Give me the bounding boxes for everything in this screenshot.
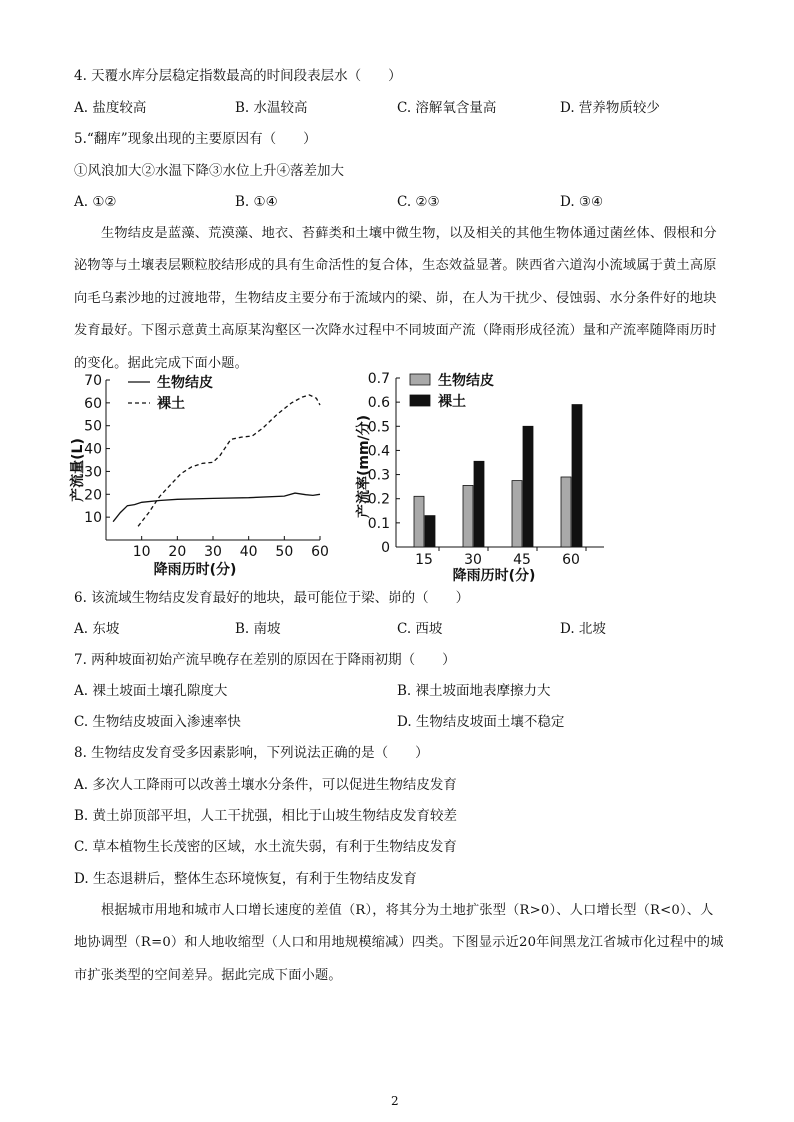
y-axis-title: 产流量(L) [70,438,86,502]
y-tick-label-0.2: 0.2 [367,491,390,508]
q7-option-b: B. 裸土坡面地表摩擦力大 [397,683,551,699]
passage-biocrust-text: 生物结皮是蓝藻、荒漠藻、地衣、苔藓类和土壤中微生物，以及相关的其他生物体通过菌丝体、假根和分泌物等与土壤表层颗粒胶结形成的具有生命活性的复合体，生态效益显著。陕西省六道沟小流域属于黄土高原向毛乌素沙地的过渡地带，生物结皮主要分布于流域内的梁、峁，在人为干扰少、侵蚀弱、水分条件好的地块发育最好。下图示意黄土高原某沟壑区一次降水过程中不同坡面产流（降雨形成径流）量和产流率随降雨历时的变化。据此完成下面小题。 [74,226,717,371]
x-tick-label-10: 10 [132,544,151,560]
x-tick-label-15: 15 [415,552,433,568]
q4-option-c: C. 溶解氧含量高 [397,100,497,116]
q5-option-a: A. ①② [74,194,117,210]
x-tick-label-50: 50 [275,544,294,560]
y-tick-label-60: 60 [84,395,102,412]
y-tick-label-0.3: 0.3 [367,467,390,484]
series-line-bare-soil [138,395,320,526]
q4-option-d: D. 营养物质较少 [560,100,660,116]
y-tick-label-0.7: 0.7 [367,371,390,387]
q8-stem: 8. 生物结皮发育受多因素影响，下列说法正确的是（ ） [74,745,429,761]
legend-swatch-0 [410,374,430,385]
bar-bare-soil-15 [425,516,435,547]
q8-option-d: D. 生态退耕后，整体生态环境恢复，有利于生物结皮发育 [74,871,417,887]
q8-option-b: B. 黄土峁顶部平坦，人工干扰强，相比于山坡生物结皮发育较差 [74,808,458,824]
bar-biocrust-45 [512,481,522,547]
passage-urban-expansion [74,895,724,992]
y-tick-label-70: 70 [84,373,102,389]
y-tick-label-50: 50 [84,418,102,435]
x-axis-title: 降雨历时(分) [452,568,536,584]
x-tick-label-20: 20 [168,544,187,560]
legend-label-1: 裸土 [438,394,466,410]
x-tick-label-60: 60 [311,544,329,560]
runoff-rate-bar-chart [348,366,610,585]
passage-urban-expansion-text: 根据城市用地和城市人口增长速度的差值（R），将其分为土地扩张型（R>0）、人口增长型（R<0）、人地协调型（R=0）和人地收缩型（人口和用地规模缩减）四类。下图显示近20年间黑龙江省城市化过程中的城市扩张类型的空间差异。据此完成下面小题。 [74,903,724,983]
q7-stem: 7. 两种坡面初始产流早晚存在差别的原因在于降雨初期（ ） [74,652,456,668]
passage-biocrust [74,218,724,380]
x-tick-label-60: 60 [562,552,580,568]
bar-biocrust-60 [561,477,571,547]
y-tick-label-0.1: 0.1 [367,515,390,532]
y-tick-label-10: 10 [84,510,102,527]
q4-stem: 4. 天覆水库分层稳定指数最高的时间段表层水（ ） [74,68,402,84]
y-tick-label-0.4: 0.4 [367,443,390,460]
y-tick-label-40: 40 [84,441,102,458]
q7-option-d: D. 生物结皮坡面土壤不稳定 [397,714,565,730]
bar-bare-soil-45 [523,426,533,547]
q6-option-a: A. 东坡 [74,621,120,637]
q6-option-b: B. 南坡 [235,621,281,637]
x-tick-label-30: 30 [464,552,482,568]
legend-label-1: 裸土 [157,396,185,412]
bar-bare-soil-30 [474,461,484,547]
q5-items: ①风浪加大②水温下降③水位上升④落差加大 [74,163,344,179]
y-tick-label-20: 20 [84,487,102,504]
q8-option-c: C. 草本植物生长茂密的区域，水土流失弱，有利于生物结皮发育 [74,839,457,855]
q5-option-b: B. ①④ [235,194,278,210]
x-axis-title: 降雨历时(分) [153,562,237,578]
series-line-biocrust [113,493,320,522]
y-tick-label-0.5: 0.5 [367,419,390,436]
q5-stem: 5.“翻库”现象出现的主要原因有（ ） [74,131,317,147]
q4-option-a: A. 盐度较高 [74,100,147,116]
bar-bare-soil-60 [572,405,582,547]
bar-biocrust-15 [414,496,424,547]
q6-option-c: C. 西坡 [397,621,443,637]
x-tick-label-40: 40 [239,544,258,560]
legend-label-0: 生物结皮 [157,375,213,391]
runoff-volume-line-chart [62,370,337,585]
y-axis-title: 产流率(mm/分) [356,414,372,519]
q4-option-b: B. 水温较高 [235,100,308,116]
legend-swatch-1 [410,395,430,406]
y-tick-label-30: 30 [84,464,102,481]
q6-option-d: D. 北坡 [560,621,606,637]
x-tick-label-30: 30 [204,544,222,560]
x-tick-label-45: 45 [513,552,531,568]
q6-stem: 6. 该流域生物结皮发育最好的地块，最可能位于梁、峁的（ ） [74,590,470,606]
legend-label-0: 生物结皮 [438,373,494,389]
q7-option-c: C. 生物结皮坡面入渗速率快 [74,714,241,730]
bar-biocrust-30 [463,485,473,547]
q5-option-c: C. ②③ [397,194,440,210]
q7-option-a: A. 裸土坡面土壤孔隙度大 [74,683,228,699]
y-tick-label-0.6: 0.6 [367,395,390,412]
q8-option-a: A. 多次人工降雨可以改善土壤水分条件，可以促进生物结皮发育 [74,777,457,793]
y-tick-label-0: 0 [381,540,390,556]
page-number: 2 [391,1094,399,1108]
q5-option-d: D. ③④ [560,194,604,210]
